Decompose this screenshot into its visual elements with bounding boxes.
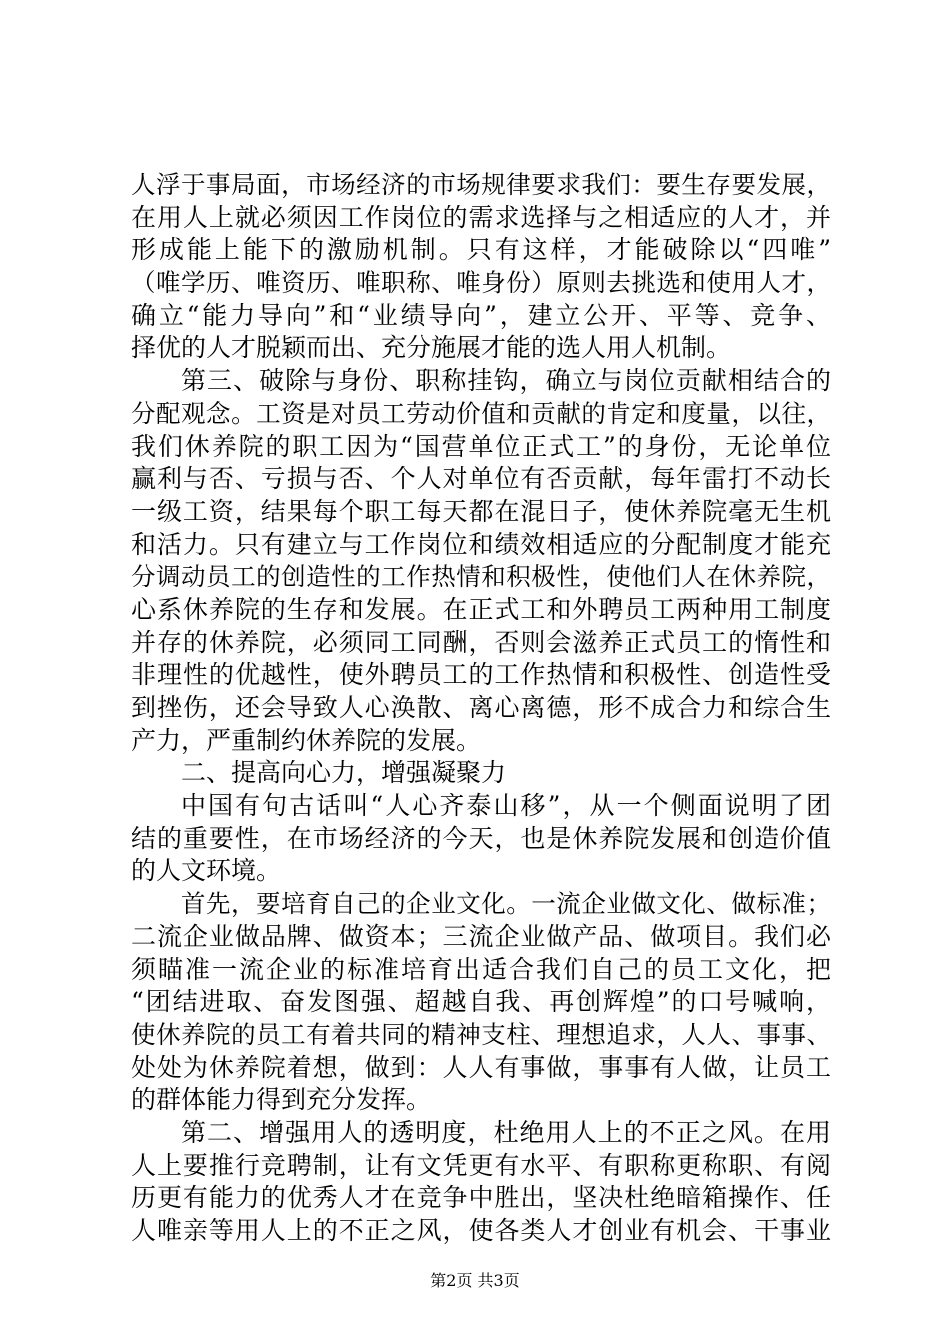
text-line: 和活力。只有建立与工作岗位和绩效相适应的分配制度才能充: [131, 529, 831, 559]
text-line: 确立“能力导向”和“业绩导向”，建立公开、平等、竞争、: [131, 300, 831, 330]
text-line: 第二、增强用人的透明度，杜绝用人上的不正之风。在用: [181, 1117, 831, 1147]
text-line: 二、提高向心力，增强凝聚力: [181, 758, 507, 788]
text-line: 择优的人才脱颖而出、充分施展才能的选人用人机制。: [131, 333, 732, 363]
text-line: 赢利与否、亏损与否、个人对单位有否贡献，每年雷打不动长: [131, 464, 831, 494]
text-line: 结的重要性，在市场经济的今天，也是休养院发展和创造价值: [131, 823, 831, 853]
text-line: 须瞄准一流企业的标准培育出适合我们自己的员工文化，把: [131, 954, 831, 984]
text-line: 历更有能力的优秀人才在竞争中胜出，坚决杜绝暗箱操作、任: [131, 1183, 831, 1213]
text-line: 人上要推行竞聘制，让有文凭更有水平、有职称更称职、有阅: [131, 1150, 831, 1180]
text-line: 并存的休养院，必须同工同酬，否则会滋养正式员工的惰性和: [131, 627, 831, 657]
text-line: 分调动员工的创造性的工作热情和积极性，使他们人在休养院，: [131, 562, 831, 592]
text-line: 使休养院的员工有着共同的精神支柱、理想追求，人人、事事、: [131, 1019, 831, 1049]
text-line: “团结进取、奋发图强、超越自我、再创辉煌”的口号喊响，: [131, 987, 831, 1017]
text-line: 形成能上能下的激励机制。只有这样，才能破除以“四唯”: [131, 235, 831, 265]
text-line: 的人文环境。: [131, 856, 282, 886]
text-line: 的群体能力得到充分发挥。: [131, 1085, 432, 1115]
text-line: 人唯亲等用人上的不正之风，使各类人才创业有机会、干事业: [131, 1216, 831, 1245]
document-body: [131, 169, 831, 1248]
page-number-footer: 第2页 共3页: [430, 1271, 520, 1290]
text-line: 到挫伤，还会导致人心涣散、离心离德，形不成合力和综合生: [131, 693, 831, 722]
text-line: 产力，严重制约休养院的发展。: [131, 725, 482, 755]
text-line: 一级工资，结果每个职工每天都在混日子，使休养院毫无生机: [131, 496, 831, 526]
text-line: 首先，要培育自己的企业文化。一流企业做文化、做标准；: [181, 889, 831, 919]
text-line: 处处为休养院着想，做到：人人有事做，事事有人做，让员工: [131, 1052, 831, 1082]
text-line: 二流企业做品牌、做资本；三流企业做产品、做项目。我们必: [131, 921, 831, 951]
text-line: 第三、破除与身份、职称挂钩，确立与岗位贡献相结合的: [181, 366, 831, 396]
text-line: 我们休养院的职工因为“国营单位正式工”的身份，无论单位: [131, 431, 831, 461]
text-line: 中国有句古话叫“人心齐泰山移”，从一个侧面说明了团: [181, 791, 831, 821]
text-line: 心系休养院的生存和发展。在正式工和外聘员工两种用工制度: [131, 594, 831, 624]
text-line: 分配观念。工资是对员工劳动价值和贡献的肯定和度量，以往，: [131, 398, 831, 428]
text-line: （唯学历、唯资历、唯职称、唯身份）原则去挑选和使用人才，: [131, 268, 831, 298]
text-line: 人浮于事局面，市场经济的市场规律要求我们：要生存要发展，: [131, 170, 831, 199]
text-line: 非理性的优越性，使外聘员工的工作热情和积极性、创造性受: [131, 660, 831, 690]
text-line: 在用人上就必须因工作岗位的需求选择与之相适应的人才，并: [131, 202, 831, 232]
